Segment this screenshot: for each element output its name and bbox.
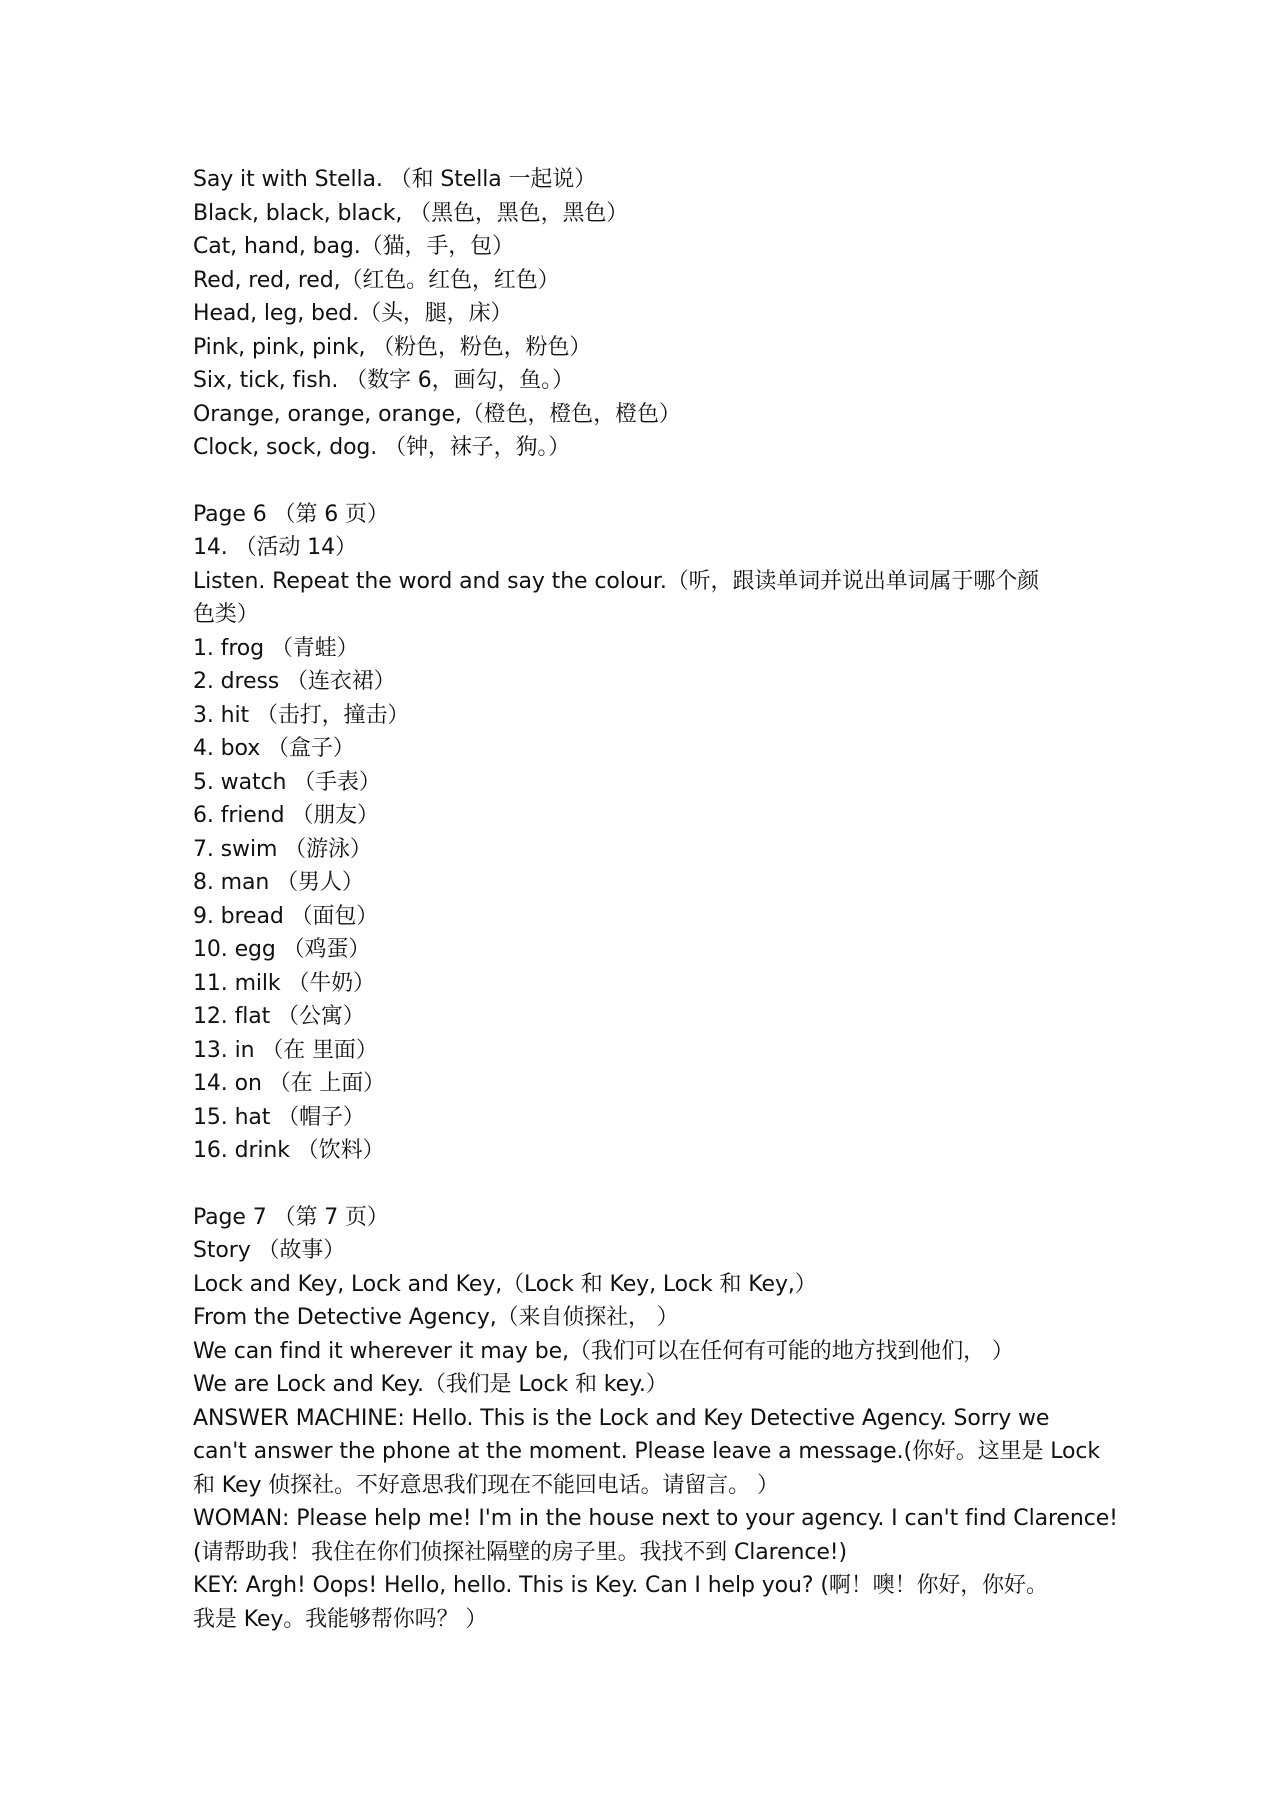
word-item: 2. dress （连衣裙） [193, 669, 396, 694]
story-heading: Story （故事） [193, 1238, 346, 1263]
activity-number: 14. （活动 14） [193, 535, 357, 560]
text-line: Red, red, red,（红色。红色，红色） [193, 267, 560, 293]
story-line: Lock and Key, Lock and Key,（Lock 和 Key, Lock 和 Key,） [193, 1271, 817, 1297]
word-item: 8. man （男人） [193, 870, 364, 895]
word-item: 10. egg （鸡蛋） [193, 937, 371, 962]
text-line: Pink, pink, pink, （粉色，粉色，粉色） [193, 334, 592, 360]
word-item: 6. friend （朋友） [193, 803, 379, 828]
word-item: 4. box （盒子） [193, 736, 355, 761]
story-line: We can find it wherever it may be,（我们可以在任何有可能的地方找到他们， ） [193, 1338, 1014, 1364]
story-line: 和 Key 侦探社。不好意思我们现在不能回电话。请留言。 ） [193, 1472, 779, 1498]
word-item: 3. hit （击打，撞击） [193, 702, 410, 728]
story-line: (请帮助我！我住在你们侦探社隔壁的房子里。我找不到 Clarence!) [193, 1539, 848, 1565]
word-item: 14. on （在 上面） [193, 1071, 386, 1096]
text-line: Cat, hand, bag.（猫，手，包） [193, 234, 514, 259]
instruction-line: 色类） [193, 602, 259, 627]
word-item: 9. bread （面包） [193, 903, 379, 929]
story-line: 我是 Key。我能够帮你吗？ ） [193, 1606, 488, 1632]
text-line: Orange, orange, orange,（橙色，橙色，橙色） [193, 401, 681, 427]
document-content [193, 163, 1118, 1636]
story-line: WOMAN: Please help me! I'm in the house next to your agency. I can't find Clarence! [193, 1506, 1118, 1531]
text-line: Say it with Stella. （和 Stella 一起说） [193, 167, 597, 192]
word-item: 1. frog （青蛙） [193, 635, 359, 661]
word-item: 11. milk （牛奶） [193, 970, 376, 996]
page-heading: Page 7 （第 7 页） [193, 1204, 389, 1230]
text-line: Six, tick, fish. （数字 6，画勾，鱼。） [193, 368, 574, 393]
story-line: From the Detective Agency,（来自侦探社， ） [193, 1305, 679, 1330]
section-spacer [193, 465, 1093, 498]
text-line: Clock, sock, dog. （钟，袜子，狗。） [193, 435, 571, 460]
section-spacer [193, 1168, 1093, 1201]
text-line: Black, black, black, （黑色，黑色，黑色） [193, 200, 629, 226]
instruction-line: Listen. Repeat the word and say the colour.（听，跟读单词并说出单词属于哪个颜 [193, 568, 1040, 594]
text-line: Head, leg, bed.（头，腿，床） [193, 301, 513, 326]
word-item: 13. in （在 里面） [193, 1037, 378, 1063]
story-line: can't answer the phone at the moment. Please leave a message.(你好。这里是 Lock [193, 1439, 1101, 1464]
word-item: 15. hat （帽子） [193, 1104, 365, 1130]
story-line: KEY: Argh! Oops! Hello, hello. This is Key. Can I help you? (啊！噢！你好，你好。 [193, 1573, 1048, 1598]
story-line: ANSWER MACHINE: Hello. This is the Lock and Key Detective Agency. Sorry we [193, 1405, 1050, 1431]
word-item: 5. watch （手表） [193, 769, 381, 795]
word-item: 7. swim （游泳） [193, 836, 372, 862]
story-line: We are Lock and Key.（我们是 Lock 和 key.） [193, 1372, 668, 1397]
word-item: 16. drink （饮料） [193, 1138, 385, 1163]
word-item: 12. flat （公寓） [193, 1004, 365, 1029]
page-heading: Page 6 （第 6 页） [193, 501, 389, 527]
